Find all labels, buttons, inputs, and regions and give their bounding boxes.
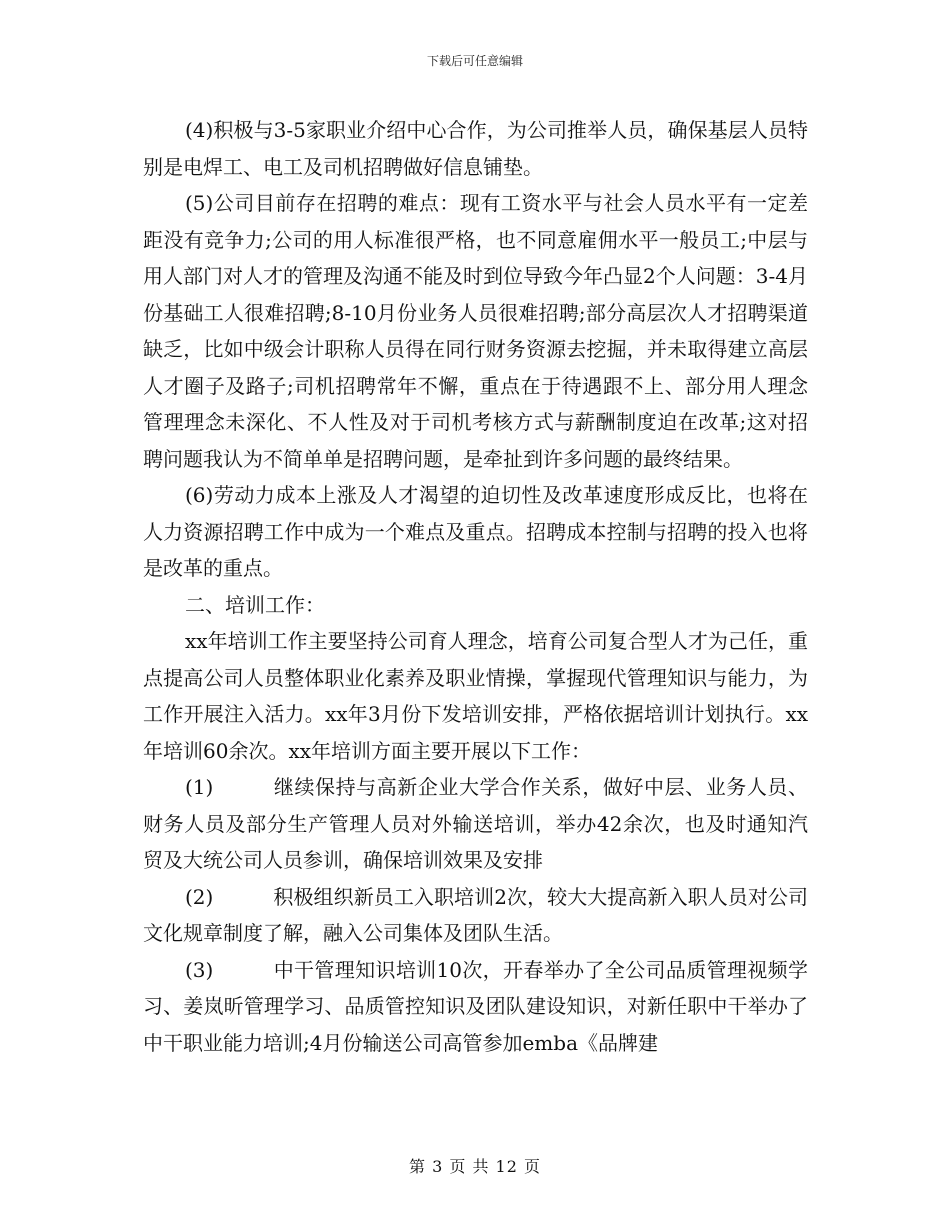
training-item-number: (1) [185,775,214,799]
training-item-text: 中干管理知识培训10次，开春举办了全公司品质管理视频学习、姜岚昕管理学习、品质管控知识及团队建设知识，对新任职中干举办了中干职业能力培训;4月份输送公司高管参加emba《品牌建 [143,957,808,1055]
training-item-3 [143,952,808,1062]
training-item-1 [143,769,808,879]
body-text [143,112,808,1061]
page-number-footer: 第 3 页 共 12 页 [409,1157,541,1176]
training-intro-paragraph: xx年培训工作主要坚持公司育人理念，培育公司复合型人才为己任，重点提高公司人员整体职业化素养及职业情操，掌握现代管理知识与能力，为工作开展注入活力。xx年3月份下发培训安排，严格依据培训计划执行。xx年培训60余次。xx年培训方面主要开展以下工作： [143,629,808,763]
paragraph-item-6: (6)劳动力成本上涨及人才渴望的迫切性及改革速度形成反比，也将在人力资源招聘工作中成为一个难点及重点。招聘成本控制与招聘的投入也将是改革的重点。 [143,483,808,580]
training-item-number: (3) [185,957,214,982]
paragraph-item-4: (4)积极与3-5家职业介绍中心合作，为公司推举人员，确保基层人员特别是电焊工、电工及司机招聘做好信息铺垫。 [143,118,808,179]
training-item-text: 继续保持与高新企业大学合作关系，做好中层、业务人员、财务人员及部分生产管理人员对外输送培训，举办42余次，也及时通知汽贸及大统公司人员参训，确保培训效果及安排 [143,775,808,872]
training-item-number: (2) [185,884,214,909]
training-item-2 [143,879,808,952]
paragraph-item-5: (5)公司目前存在招聘的难点：现有工资水平与社会人员水平有一定差距没有竞争力;公司的用人标准很严格，也不同意雇佣水平一般员工;中层与用人部门对人才的管理及沟通不能及时到位导致今年凸显2个人问题：3-4月份基础工人很难招聘;8-10月份业务人员很难招聘;部分高层次人才招聘渠道缺乏，比如中级会计职称人员得在同行财务资源去挖掘，并未取得建立高层人才圈子及路子;司机招聘常年不懈，重点在于待遇跟不上、部分用人理念管理理念未深化、不人性及对于司机考核方式与薪酬制度迫在改革;这对招聘问题我认为不简单单是招聘问题，是牵扯到许多问题的最终结果。 [143,191,808,471]
header-note: 下载后可任意编辑 [426,54,523,68]
training-item-text: 积极组织新员工入职培训2次，较大大提高新入职人员对公司文化规章制度了解，融入公司集体及团队生活。 [143,884,808,945]
section-heading-training: 二、培训工作： [185,592,325,617]
